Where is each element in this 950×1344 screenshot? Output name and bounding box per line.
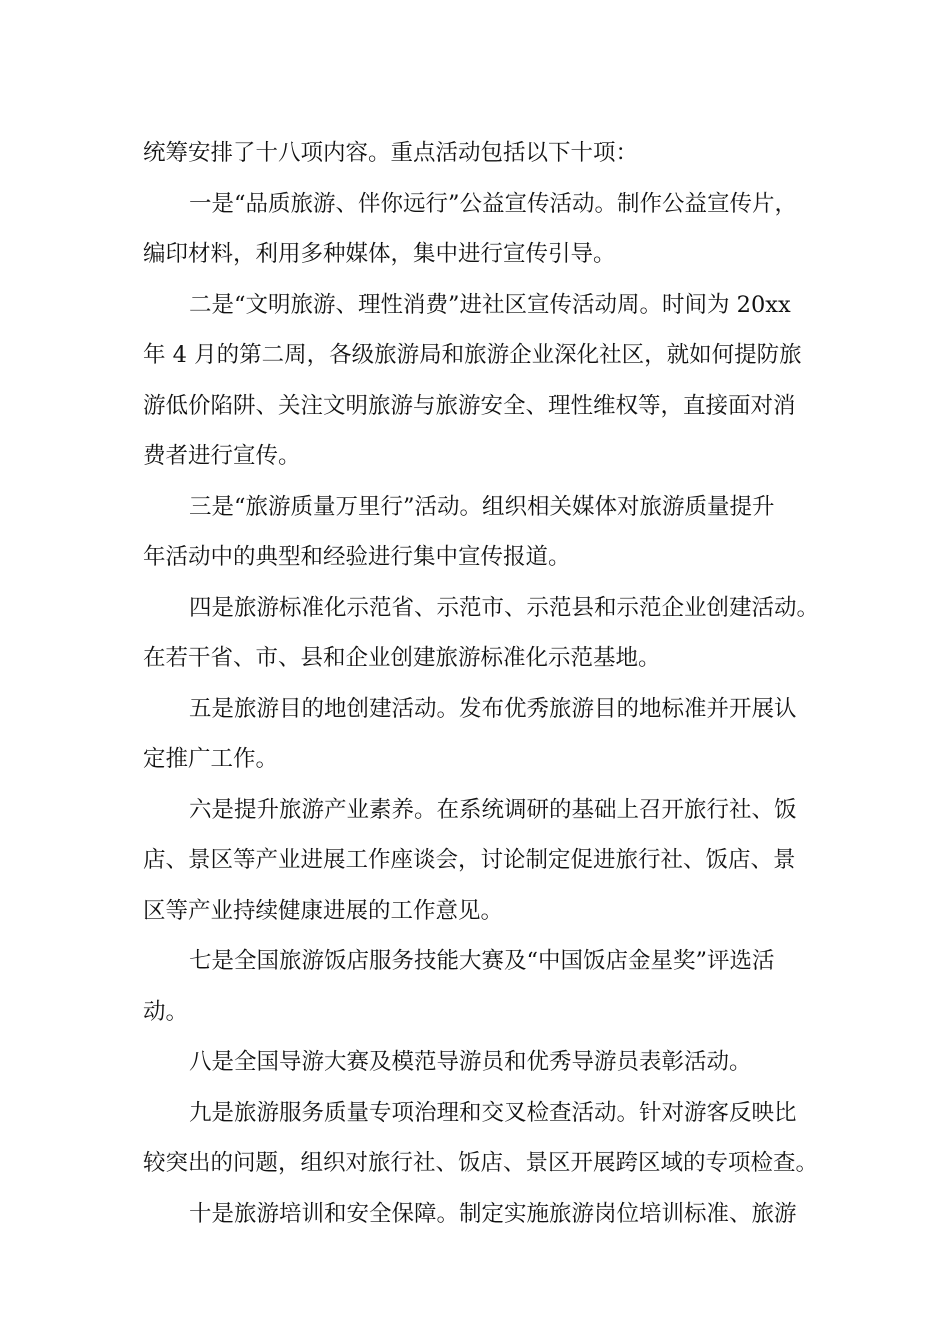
paragraph-8-line: 八是全国导游大赛及模范导游员和优秀导游员表彰活动。: [189, 1049, 752, 1075]
text-line: 费者进行宣传。: [143, 443, 301, 469]
text-line: 动。: [143, 999, 189, 1025]
paragraph-1-line: 一是“品质旅游、伴你远行”公益宣传活动。制作公益宣传片，: [189, 191, 798, 217]
paragraph-2-line: 二是“文明旅游、理性消费”进社区宣传活动周。时间为 20xx: [189, 292, 791, 318]
text-line: 年活动中的典型和经验进行集中宣传报道。: [143, 544, 571, 570]
text-line: 编印材料，利用多种媒体，集中进行宣传引导。: [143, 241, 616, 267]
paragraph-10-line: 十是旅游培训和安全保障。制定实施旅游岗位培训标准、旅游: [189, 1201, 797, 1227]
text-line: 较突出的问题，组织对旅行社、饭店、景区开展跨区域的专项检查。: [143, 1150, 819, 1176]
paragraph-7-line: 七是全国旅游饭店服务技能大赛及“中国饭店金星奖”评选活: [189, 948, 775, 974]
text-line: 游低价陷阱、关注文明旅游与旅游安全、理性维权等，直接面对消: [143, 393, 796, 419]
paragraph-4-line: 四是旅游标准化示范省、示范市、示范县和示范企业创建活动。: [189, 595, 820, 621]
text-line: 定推广工作。: [143, 746, 279, 772]
text-line: 区等产业持续健康进展的工作意见。: [143, 898, 504, 924]
paragraph-5-line: 五是旅游目的地创建活动。发布优秀旅游目的地标准并开展认: [189, 696, 797, 722]
paragraph-9-line: 九是旅游服务质量专项治理和交叉检查活动。针对游客反映比: [189, 1100, 797, 1126]
text-line: 在若干省、市、县和企业创建旅游标准化示范基地。: [143, 645, 661, 671]
paragraph-3-line: 三是“旅游质量万里行”活动。组织相关媒体对旅游质量提升: [189, 494, 775, 520]
text-line: 统筹安排了十八项内容。重点活动包括以下十项：: [143, 140, 639, 166]
paragraph-6-line: 六是提升旅游产业素养。在系统调研的基础上召开旅行社、饭: [189, 797, 797, 823]
text-line: 年 4 月的第二周，各级旅游局和旅游企业深化社区，就如何提防旅: [143, 342, 802, 368]
text-line: 店、景区等产业进展工作座谈会，讨论制定促进旅行社、饭店、景: [143, 847, 796, 873]
